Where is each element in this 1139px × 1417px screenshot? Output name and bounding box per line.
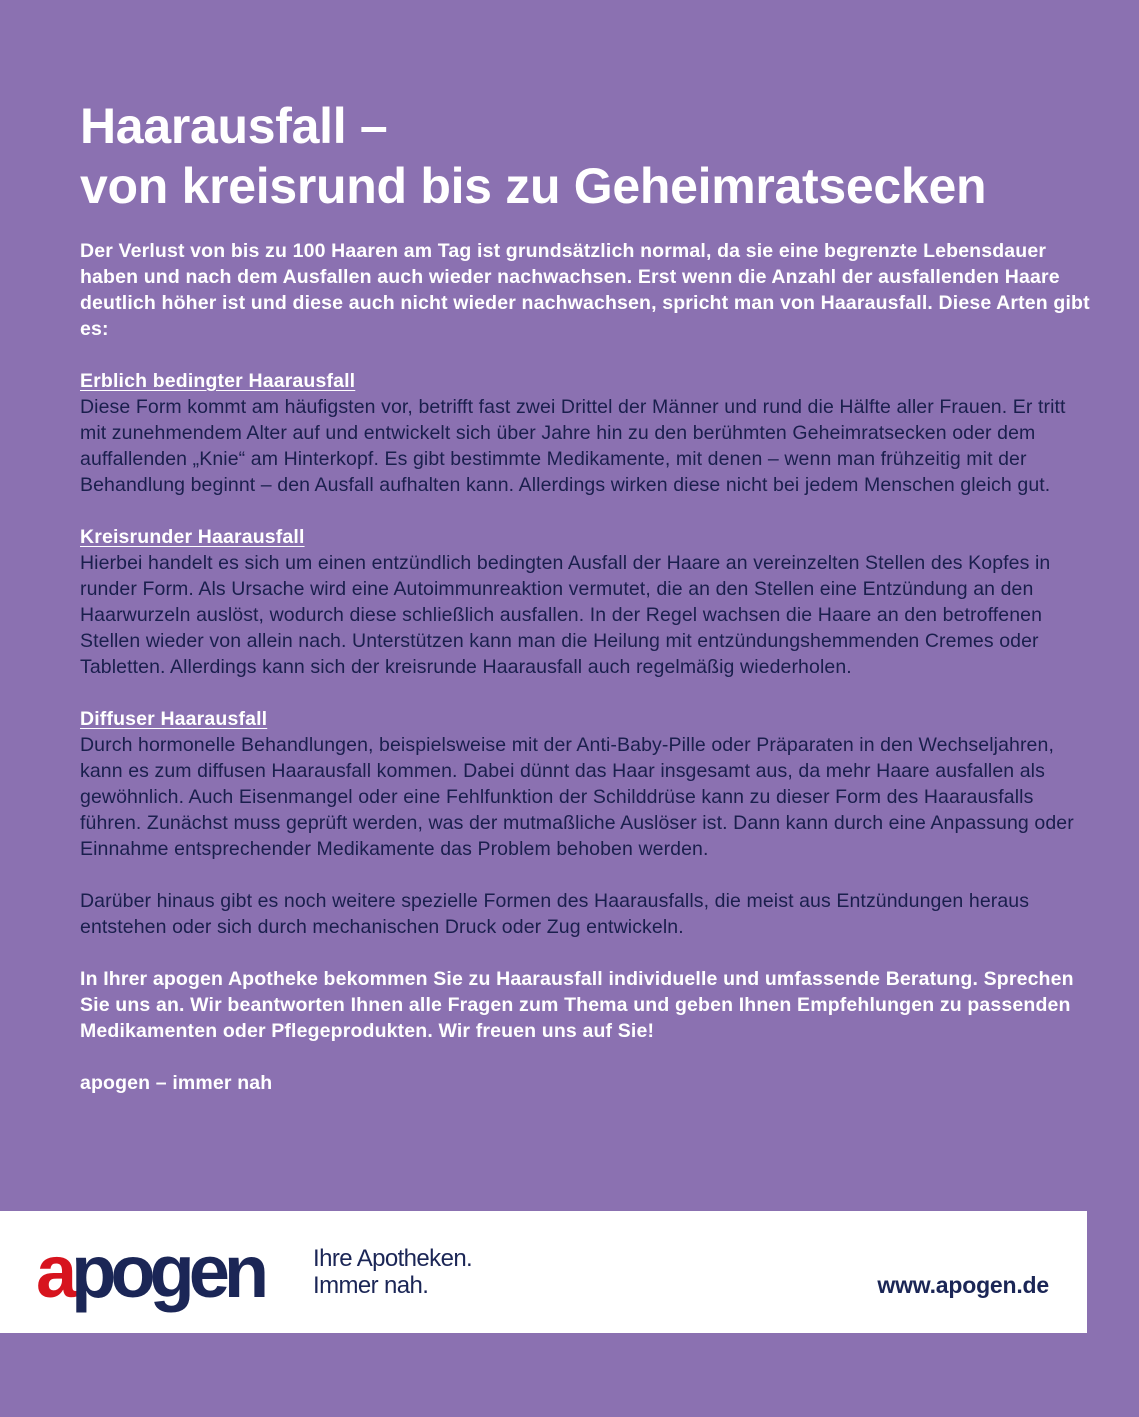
title-line-1: Haarausfall – bbox=[80, 98, 388, 154]
tagline-line-2: Immer nah. bbox=[313, 1272, 429, 1299]
slogan: apogen – immer nah bbox=[80, 1072, 273, 1094]
article bbox=[80, 96, 1090, 1096]
closing-paragraph: In Ihrer apogen Apotheke bekommen Sie zu Haarausfall individuelle und umfassende Beratung. Sprechen Sie uns an. Wir beantworten Ihnen alle Fragen zum Thema und geben Ihnen Empfehlungen zu passenden Medikamenten oder Pflegeprodukten. Wir freuen uns auf Sie! bbox=[80, 968, 1074, 1042]
section-circular bbox=[80, 524, 1090, 680]
logo-letter-a: a bbox=[36, 1230, 72, 1313]
additional-paragraph: Darüber hinaus gibt es noch weitere spezielle Formen des Haarausfalls, die meist aus Entzündungen heraus entstehen oder sich durch mechanischen Druck oder Zug entwickeln. bbox=[80, 890, 1030, 938]
section-hereditary bbox=[80, 368, 1090, 498]
section-heading: Erblich bedingter Haarausfall bbox=[80, 370, 356, 392]
section-heading: Kreisrunder Haarausfall bbox=[80, 526, 305, 548]
website-link[interactable]: www.apogen.de bbox=[877, 1272, 1049, 1298]
section-heading: Diffuser Haarausfall bbox=[80, 708, 268, 730]
apogen-logo bbox=[36, 1230, 264, 1313]
section-text: Diese Form kommt am häufigsten vor, betrifft fast zwei Drittel der Männer und rund die Hälfte aller Frauen. Er tritt mit zunehmendem Alter auf und entwickelt sich über Jahre hin zu den berühmten Geheimratsecken oder dem auffallenden „Knie“ am Hinterkopf. Es gibt bestimmte Medikamente, mit denen – wenn man frühzeitig mit der Behandlung beginnt – den Ausfall aufhalten kann. Allerdings wirken diese nicht bei jedem Menschen gleich gut. bbox=[80, 396, 1066, 496]
tagline-line-1: Ihre Apotheken. bbox=[313, 1245, 473, 1272]
section-text: Hierbei handelt es sich um einen entzündlich bedingten Ausfall der Haare an vereinzelten Stellen des Kopfes in runder Form. Als Ursache wird eine Autoimmunreaktion vermutet, die an den Stellen eine Entzündung an den Haarwurzeln auslöst, wodurch diese schließlich ausfallen. In der Regel wachsen die Haare an den betroffenen Stellen wieder von allein nach. Unterstützen kann man die Heilung mit entzündungshemmenden Cremes oder Tabletten. Allerdings kann sich der kreisrunde Haarausfall auch regelmäßig wiederholen. bbox=[80, 552, 1051, 678]
title-line-2: von kreisrund bis zu Geheimratsecken bbox=[80, 158, 987, 214]
section-text: Durch hormonelle Behandlungen, beispielsweise mit der Anti-Baby-Pille oder Präparaten in den Wechseljahren, kann es zum diffusen Haarausfall kommen. Dabei dünnt das Haar insgesamt aus, da mehr Haare ausfallen als gewöhnlich. Auch Eisenmangel oder eine Fehlfunktion der Schilddrüse kann zu dieser Form des Haarausfalls führen. Zunächst muss geprüft werden, was der mutmaßliche Auslöser ist. Dann kann durch eine Anpassung oder Einnahme entsprechender Medikamente das Problem behoben werden. bbox=[80, 734, 1074, 860]
logo-tagline bbox=[313, 1245, 472, 1299]
page-title bbox=[80, 96, 1090, 216]
logo-letters-rest: pogen bbox=[71, 1230, 264, 1313]
section-diffuse bbox=[80, 706, 1090, 862]
intro-paragraph: Der Verlust von bis zu 100 Haaren am Tag ist grundsätzlich normal, da sie eine begrenzte Lebensdauer haben und nach dem Ausfallen auch wieder nachwachsen. Erst wenn die Anzahl der ausfallenden Haare deutlich höher ist und diese auch nicht wieder nachwachsen, spricht man von Haarausfall. Diese Arten gibt es: bbox=[80, 240, 1090, 340]
footer-banner bbox=[0, 1211, 1087, 1333]
